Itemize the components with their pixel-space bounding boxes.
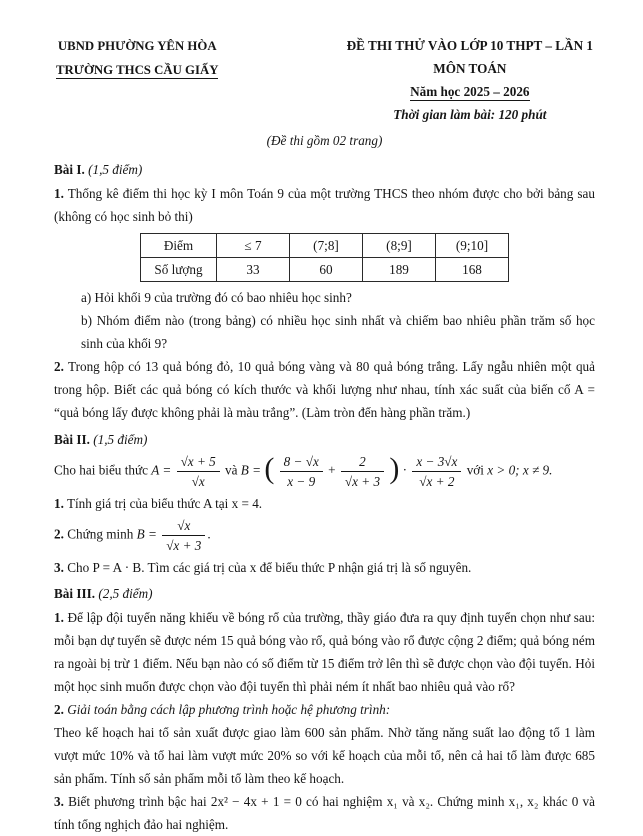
expression-A-lhs: A = xyxy=(151,462,172,478)
fraction-denominator: √x + 3 xyxy=(166,538,202,554)
fraction-denominator: √x + 2 xyxy=(419,473,455,489)
bai1-points: (1,5 điểm) xyxy=(88,162,143,178)
fraction-denominator: √x xyxy=(191,473,205,489)
bai1-problem-1 xyxy=(54,182,595,228)
pages-note: (Đề thi gồm 02 trang) xyxy=(266,133,383,149)
bai2-expressions xyxy=(54,453,595,490)
and-text: và xyxy=(225,462,238,478)
item-number: 2. xyxy=(54,526,64,542)
school-name: TRƯỜNG THCS CẦU GIẤY xyxy=(56,63,219,78)
item-number: 3. xyxy=(54,560,64,576)
exam-duration: Thời gian làm bài: 120 phút xyxy=(393,107,547,123)
bai3-points: (2,5 điểm) xyxy=(98,586,153,602)
school-name-line xyxy=(56,58,218,82)
bai2-item-3 xyxy=(54,556,595,579)
table-row xyxy=(141,233,509,257)
problem-text: Để lập đội tuyển năng khiếu về bóng rổ của trường, thầy giáo đưa ra quy định tuyển chọn như sau: mỗi bạn dự tuyển sẽ được ném 15 quả bóng vào rổ, quả bóng vào rổ được cộng 2 điểm; quả bóng ném ra ngoài bị trừ 1 điểm. Nếu bạn nào có số điểm từ 15 điểm trở lên thì sẽ được chọn vào đội tuyển. Hỏi một học sinh muốn được chọn vào đội tuyển thì phải ném ít nhất bao nhiêu quả vào rổ? xyxy=(54,609,595,694)
bai2-item-2 xyxy=(54,517,595,554)
intro-text: Cho hai biểu thức xyxy=(54,462,148,478)
fraction-B1 xyxy=(280,453,323,490)
item-number: 1. xyxy=(54,495,64,511)
problem-text: Biết phương trình bậc hai 2x² − 4x + 1 = 0 có hai nghiệm x₁ và x₂. Chứng minh x₁, x₂ khác 0 và tính tổng nghịch đảo hai nghiệm. xyxy=(54,794,596,833)
fraction-numerator: 2 xyxy=(341,453,384,472)
bai3-heading xyxy=(54,582,595,605)
item-text: Cho P = A · B. Tìm các giá trị của x để biểu thức P nhận giá trị là số nguyên. xyxy=(67,560,472,576)
problem-text: Trong hộp có 13 quả bóng đỏ, 10 quả bóng vàng và 80 quả bóng trắng. Lấy ngẫu nhiên một quả trong hộp. Biết các quả bóng có kích thước và khối lượng như nhau, tính xác suất của biến cố A = “quả bóng lấy được không phải là màu trắng”. (Làm tròn đến hàng phần trăm.) xyxy=(54,359,595,421)
problem-number: 2. xyxy=(54,359,64,375)
item-text: Chứng minh xyxy=(67,526,134,542)
table-cell: 33 xyxy=(217,257,290,281)
right-paren: ) xyxy=(389,452,400,486)
bai3-problem-2-body: Theo kế hoạch hai tổ sản xuất được giao làm 600 sản phẩm. Nhờ tăng năng suất lao động tổ 1 làm vượt mức 10% và tổ hai làm vượt mức 20% so với kế hoạch của mỗi tổ, nên cả hai tổ làm được 685 sản phẩm. Tính số sản phẩm mỗi tổ làm theo kế hoạch. xyxy=(54,724,595,787)
table-cell: (8;9] xyxy=(363,233,436,257)
expression-B-lhs: B = xyxy=(240,462,262,478)
table-cell: Số lượng xyxy=(141,257,217,281)
bai3-problem-2-heading xyxy=(54,698,595,721)
org-name: UBND PHƯỜNG YÊN HÒA xyxy=(57,39,217,53)
dot-sign: · xyxy=(402,462,408,478)
bai1-heading xyxy=(54,158,595,181)
fraction-denominator: √x + 3 xyxy=(344,473,381,489)
bai2-points: (1,5 điểm) xyxy=(93,431,148,447)
fraction-B3 xyxy=(412,453,461,490)
bai2-heading xyxy=(54,428,595,451)
score-table xyxy=(140,233,509,282)
fraction-B-result xyxy=(162,517,205,554)
table-cell: (9;10] xyxy=(436,233,509,257)
bai2-label: Bài II. xyxy=(54,431,90,447)
exam-title: ĐỀ THI THỬ VÀO LỚP 10 THPT – LẦN 1 xyxy=(346,38,593,53)
fraction-denominator: x − 9 xyxy=(287,473,316,489)
table-cell: Điểm xyxy=(141,233,217,257)
expression-B-lhs: B = xyxy=(136,526,157,542)
school-year-line xyxy=(347,80,593,103)
table-row xyxy=(141,257,509,281)
bai3-problem-3 xyxy=(54,790,595,836)
school-block xyxy=(54,34,218,83)
table-cell: (7;8] xyxy=(290,233,363,257)
school-year: Năm học 2025 – 2026 xyxy=(410,84,530,100)
fraction-numerator: √x xyxy=(162,517,205,536)
fraction-numerator: 8 − √x xyxy=(280,453,323,472)
problem-text: Thống kê điểm thi học kỳ I môn Toán 9 của một trường THCS theo nhóm được cho bởi bảng sau (không có học sinh bỏ thi) xyxy=(54,185,596,224)
fraction-numerator: √x + 5 xyxy=(177,453,220,472)
bai2-item-1 xyxy=(54,492,595,515)
bai1-problem-2 xyxy=(54,355,595,424)
condition: x > 0; x ≠ 9. xyxy=(487,462,553,478)
exam-subject: MÔN TOÁN xyxy=(433,61,507,77)
item-text: Tính giá trị của biểu thức A tại x = 4. xyxy=(66,495,263,511)
plus-sign: + xyxy=(328,462,336,478)
bai1-question-b: b) Nhóm điểm nào (trong bảng) có nhiều học sinh nhất và chiếm bao nhiêu phần trăm số học sinh của khối 9? xyxy=(81,313,595,352)
left-paren: ( xyxy=(264,452,275,486)
problem-number: 1. xyxy=(54,185,64,201)
fraction-numerator: x − 3√x xyxy=(412,453,461,472)
fraction-B2 xyxy=(341,453,384,490)
table-cell: 60 xyxy=(290,257,363,281)
problem-number: 1. xyxy=(54,609,64,625)
bai1-question-a: a) Hỏi khối 9 của trường đó có bao nhiêu học sinh? xyxy=(81,289,352,305)
table-cell: 168 xyxy=(436,257,509,281)
exam-header xyxy=(54,34,595,126)
bai1-label: Bài I. xyxy=(54,162,85,178)
period: . xyxy=(207,526,211,542)
exam-title-block xyxy=(347,34,595,126)
problem-number: 3. xyxy=(54,794,64,810)
table-cell: 189 xyxy=(363,257,436,281)
table-cell: ≤ 7 xyxy=(217,233,290,257)
fraction-A xyxy=(177,453,220,490)
problem-subtitle: Giải toán bằng cách lập phương trình hoặc hệ phương trình: xyxy=(67,701,391,717)
condition-pre: với xyxy=(466,462,484,478)
problem-number: 2. xyxy=(54,701,64,717)
bai3-problem-1 xyxy=(54,606,595,698)
bai3-label: Bài III. xyxy=(54,586,96,602)
